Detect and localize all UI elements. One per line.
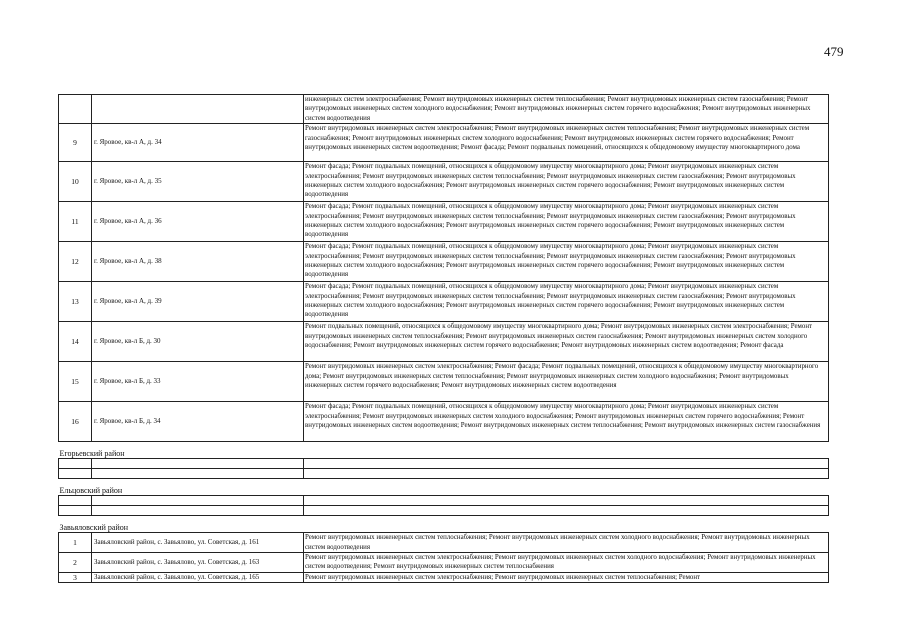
empty-cell xyxy=(59,459,92,469)
table-row xyxy=(59,553,829,573)
empty-cell xyxy=(92,469,304,479)
row-works: Ремонт фасада; Ремонт подвальных помещений, относящихся к общедомовому имуществу многоквартирного дома; Ремонт внутридомовых инженерных систем электроснабжения; Ремонт внутридомовых инженерных систем теплоснабжения; Ремонт внутридомовых инженерных систем газоснабжения; Ремонт внутридомовых инженерных систем холодного водоснабжения; Ремонт внутридомовых инженерных систем горячего водоснабжения; Ремонт внутридомовых инженерных систем водоотведения xyxy=(304,162,829,202)
row-address: г. Яровое, кв-л А, д. 34 xyxy=(92,124,304,162)
row-address: Завьяловский район, с. Завьялово, ул. Советская, д. 161 xyxy=(92,533,304,553)
row-works: инженерных систем электроснабжения; Ремонт внутридомовых инженерных систем теплоснабжения; Ремонт внутридомовых инженерных систем газоснабжения; Ремонт внутридомовых инженерных систем холодного водоснабжения; Ремонт внутридомовых инженерных систем горячего водоснабжения; Ремонт внутридомовых инженерных систем водоотведения xyxy=(304,95,829,124)
empty-cell xyxy=(59,506,92,516)
row-address: г. Яровое, кв-л А, д. 36 xyxy=(92,202,304,242)
row-address: г. Яровое, кв-л Б, д. 34 xyxy=(92,402,304,442)
row-address: г. Яровое, кв-л Б, д. 33 xyxy=(92,362,304,402)
row-number xyxy=(59,95,92,124)
row-works: Ремонт внутридомовых инженерных систем теплоснабжения; Ремонт внутридомовых инженерных систем холодного водоснабжения; Ремонт внутридомовых инженерных систем водоотведения xyxy=(304,533,829,553)
table-row xyxy=(59,162,829,202)
row-works: Ремонт подвальных помещений, относящихся к общедомовому имуществу многоквартирного дома; Ремонт внутридомовых инженерных систем электроснабжения; Ремонт внутридомовых инженерных систем теплоснабжения; Ремонт внутридомовых инженерных систем газоснабжения; Ремонт внутридомовых инженерных систем холодного водоснабжения; Ремонт внутридомовых инженерных систем горячего водоснабжения; Ремонт внутридомовых инженерных систем водоотведения; Ремонт фасада xyxy=(304,322,829,362)
empty-row xyxy=(59,506,829,516)
empty-cell xyxy=(59,496,92,506)
row-works: Ремонт внутридомовых инженерных систем электроснабжения; Ремонт внутридомовых инженерных систем теплоснабжения; Ремонт внутридомовых инженерных систем газоснабжения; Ремонт внутридомовых инженерных систем холодного водоснабжения; Ремонт внутридомовых инженерных систем горячего водоснабжения; Ремонт внутридомовых инженерных систем водоотведения; Ремонт фасада; Ремонт подвальных помещений, относящихся к общедомовому имуществу многоквартирного дома xyxy=(304,124,829,162)
row-works: Ремонт фасада; Ремонт подвальных помещений, относящихся к общедомовому имуществу многоквартирного дома; Ремонт внутридомовых инженерных систем электроснабжения; Ремонт внутридомовых инженерных систем теплоснабжения; Ремонт внутридомовых инженерных систем газоснабжения; Ремонт внутридомовых инженерных систем холодного водоснабжения; Ремонт внутридомовых инженерных систем горячего водоснабжения; Ремонт внутридомовых инженерных систем водоотведения xyxy=(304,282,829,322)
table-row xyxy=(59,322,829,362)
row-works: Ремонт фасада; Ремонт подвальных помещений, относящихся к общедомовому имуществу многоквартирного дома; Ремонт внутридомовых инженерных систем электроснабжения; Ремонт внутридомовых инженерных систем теплоснабжения; Ремонт внутридомовых инженерных систем газоснабжения; Ремонт внутридомовых инженерных систем холодного водоснабжения; Ремонт внутридомовых инженерных систем горячего водоснабжения; Ремонт внутридомовых инженерных систем водоотведения xyxy=(304,202,829,242)
row-number: 15 xyxy=(59,362,92,402)
empty-cell xyxy=(304,496,829,506)
empty-cell xyxy=(92,506,304,516)
region-header-egoryevsky xyxy=(59,442,829,459)
empty-cell xyxy=(304,506,829,516)
row-address: г. Яровое, кв-л А, д. 39 xyxy=(92,282,304,322)
region-title: Ельцовский район xyxy=(59,479,829,496)
row-number: 3 xyxy=(59,572,92,582)
empty-cell xyxy=(92,496,304,506)
row-works: Ремонт внутридомовых инженерных систем электроснабжения; Ремонт внутридомовых инженерных систем холодного водоснабжения; Ремонт внутридомовых инженерных систем водоотведения; Ремонт внутридомовых инженерных систем теплоснабжения xyxy=(304,553,829,573)
row-address: г. Яровое, кв-л Б, д. 30 xyxy=(92,322,304,362)
row-number: 11 xyxy=(59,202,92,242)
row-number: 14 xyxy=(59,322,92,362)
row-number: 10 xyxy=(59,162,92,202)
table-row xyxy=(59,282,829,322)
row-number: 1 xyxy=(59,533,92,553)
empty-row xyxy=(59,459,829,469)
row-works: Ремонт фасада; Ремонт подвальных помещений, относящихся к общедомовому имуществу многоквартирного дома; Ремонт внутридомовых инженерных систем электроснабжения; Ремонт внутридомовых инженерных систем теплоснабжения; Ремонт внутридомовых инженерных систем газоснабжения; Ремонт внутридомовых инженерных систем холодного водоснабжения; Ремонт внутридомовых инженерных систем горячего водоснабжения; Ремонт внутридомовых инженерных систем водоотведения xyxy=(304,242,829,282)
repair-works-table xyxy=(58,94,829,583)
table-row xyxy=(59,572,829,582)
row-number: 16 xyxy=(59,402,92,442)
page-number: 479 xyxy=(824,44,844,59)
region-title: Завьяловский район xyxy=(59,516,829,533)
row-address: Завьяловский район, с. Завьялово, ул. Советская, д. 163 xyxy=(92,553,304,573)
empty-cell xyxy=(304,459,829,469)
empty-cell xyxy=(59,469,92,479)
row-works: Ремонт внутридомовых инженерных систем электроснабжения; Ремонт внутридомовых инженерных систем теплоснабжения; Ремонт xyxy=(304,572,829,582)
empty-cell xyxy=(304,469,829,479)
table-row xyxy=(59,533,829,553)
row-address: г. Яровое, кв-л А, д. 38 xyxy=(92,242,304,282)
empty-row xyxy=(59,469,829,479)
row-address: г. Яровое, кв-л А, д. 35 xyxy=(92,162,304,202)
empty-cell xyxy=(92,459,304,469)
row-works: Ремонт внутридомовых инженерных систем электроснабжения; Ремонт фасада; Ремонт подвальных помещений, относящихся к общедомовому имуществу многоквартирного дома; Ремонт внутридомовых инженерных систем теплоснабжения; Ремонт внутридомовых инженерных систем холодного водоснабжения; Ремонт внутридомовых инженерных систем горячего водоснабжения; Ремонт внутридомовых инженерных систем водоотведения xyxy=(304,362,829,402)
region-header-zavyalovsky xyxy=(59,516,829,533)
region-title: Егорьевский район xyxy=(59,442,829,459)
row-number: 12 xyxy=(59,242,92,282)
table-row xyxy=(59,242,829,282)
table-row xyxy=(59,362,829,402)
row-number: 2 xyxy=(59,553,92,573)
table-row xyxy=(59,202,829,242)
region-header-yeltsovsky xyxy=(59,479,829,496)
row-number: 9 xyxy=(59,124,92,162)
row-works: Ремонт фасада; Ремонт подвальных помещений, относящихся к общедомовому имуществу многоквартирного дома; Ремонт внутридомовых инженерных систем электроснабжения; Ремонт внутридомовых инженерных систем холодного водоснабжения; Ремонт внутридомовых инженерных систем горячего водоснабжения; Ремонт внутридомовых инженерных систем водоотведения; Ремонт внутридомовых инженерных систем теплоснабжения; Ремонт внутридомовых инженерных систем газоснабжения xyxy=(304,402,829,442)
table-row xyxy=(59,95,829,124)
row-number: 13 xyxy=(59,282,92,322)
table-row xyxy=(59,124,829,162)
table-row xyxy=(59,402,829,442)
row-address: Завьяловский район, с. Завьялово, ул. Советская, д. 165 xyxy=(92,572,304,582)
empty-row xyxy=(59,496,829,506)
row-address xyxy=(92,95,304,124)
